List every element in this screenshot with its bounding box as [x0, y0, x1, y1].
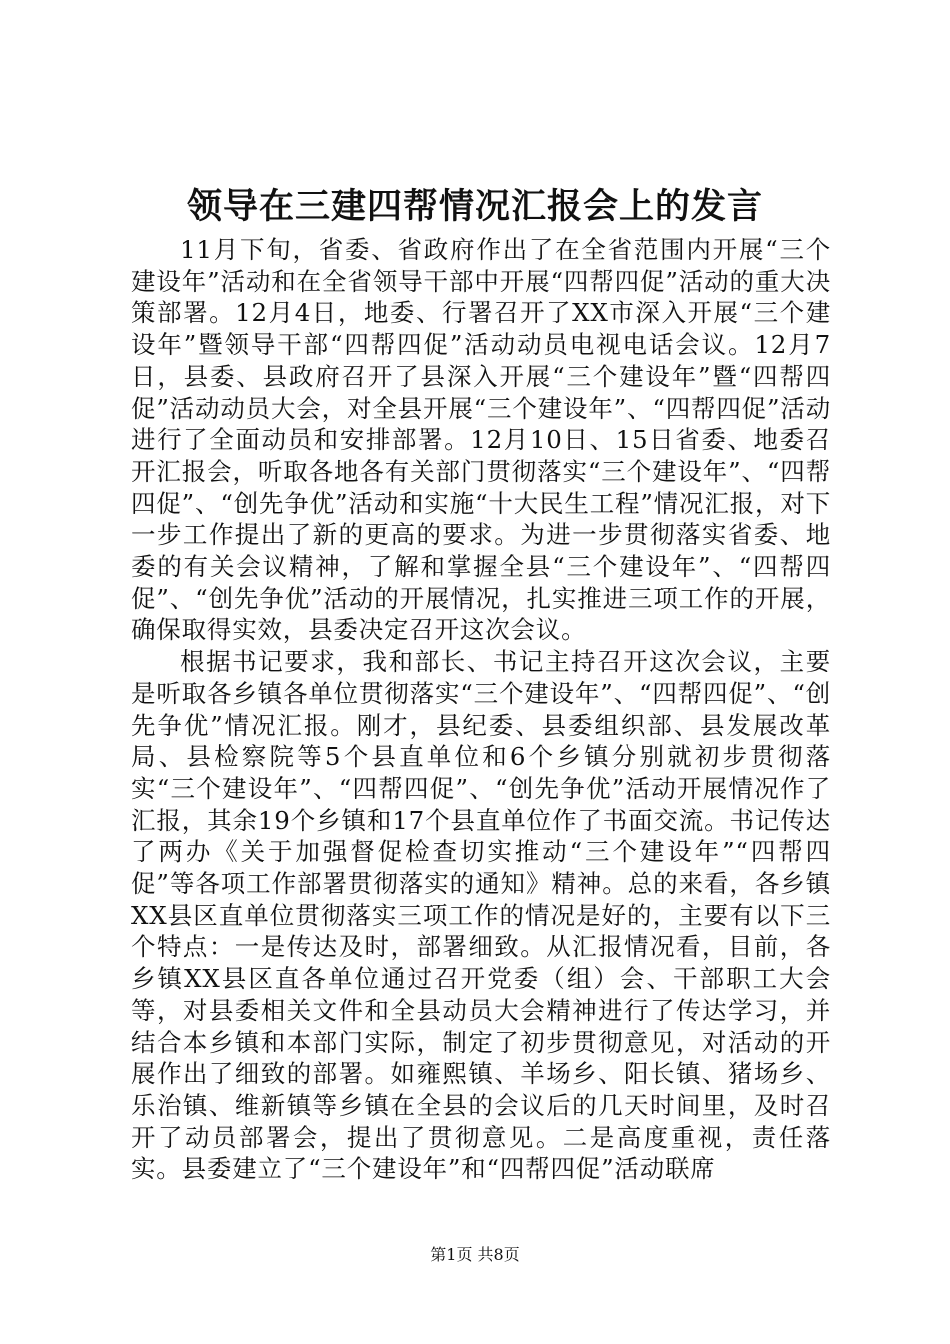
page-number-footer: 第1页 共8页	[430, 1245, 520, 1264]
paragraph-2: 根据书记要求，我和部长、书记主持召开这次会议，主要是听取各乡镇各单位贯彻落实“三个建设年”、“四帮四促”、“创先争优”情况汇报。刚才，县纪委、县委组织部、县发展改革局、县检察院等5个县直单位和6个乡镇分别就初步贯彻落实“三个建设年”、“四帮四促”、“创先争优”活动开展情况作了汇报，其余19个乡镇和17个县直单位作了书面交流。书记传达了两办《关于加强督促检查切实推动“三个建设年”“四帮四促”等各项工作部署贯彻落实的通知》精神。总的来看，各乡镇XX县区直单位贯彻落实三项工作的情况是好的，主要有以下三个特点：一是传达及时，部署细致。从汇报情况看，目前，各乡镇XX县区直各单位通过召开党委（组）会、干部职工大会等，对县委相关文件和全县动员大会精神进行了传达学习，并结合本乡镇和本部门实际，制定了初步贯彻意见，对活动的开展作出了细致的部署。如雍熙镇、羊场乡、阳长镇、猪场乡、乐治镇、维新镇等乡镇在全县的会议后的几天时间里，及时召开了动员部署会，提出了贯彻意见。二是高度重视，责任落实。县委建立了“三个建设年”和“四帮四促”活动联席	[131, 647, 831, 1184]
document-body	[131, 234, 831, 1185]
paragraph-1: 11月下旬，省委、省政府作出了在全省范围内开展“三个建设年”活动和在全省领导干部中开展“四帮四促”活动的重大决策部署。12月4日，地委、行署召开了XX市深入开展“三个建设年”暨领导干部“四帮四促”活动动员电视电话会议。12月7日，县委、县政府召开了县深入开展“三个建设年”暨“四帮四促”活动动员大会，对全县开展“三个建设年”、“四帮四促”活动进行了全面动员和安排部署。12月10日、15日省委、地委召开汇报会，听取各地各有关部门贯彻落实“三个建设年”、“四帮四促”、“创先争优”活动和实施“十大民生工程”情况汇报，对下一步工作提出了新的更高的要求。为进一步贯彻落实省委、地委的有关会议精神，了解和掌握全县“三个建设年”、“四帮四促”、“创先争优”活动的开展情况，扎实推进三项工作的开展，确保取得实效，县委决定召开这次会议。	[131, 235, 831, 645]
document-title: 领导在三建四帮情况汇报会上的发言	[186, 186, 763, 227]
